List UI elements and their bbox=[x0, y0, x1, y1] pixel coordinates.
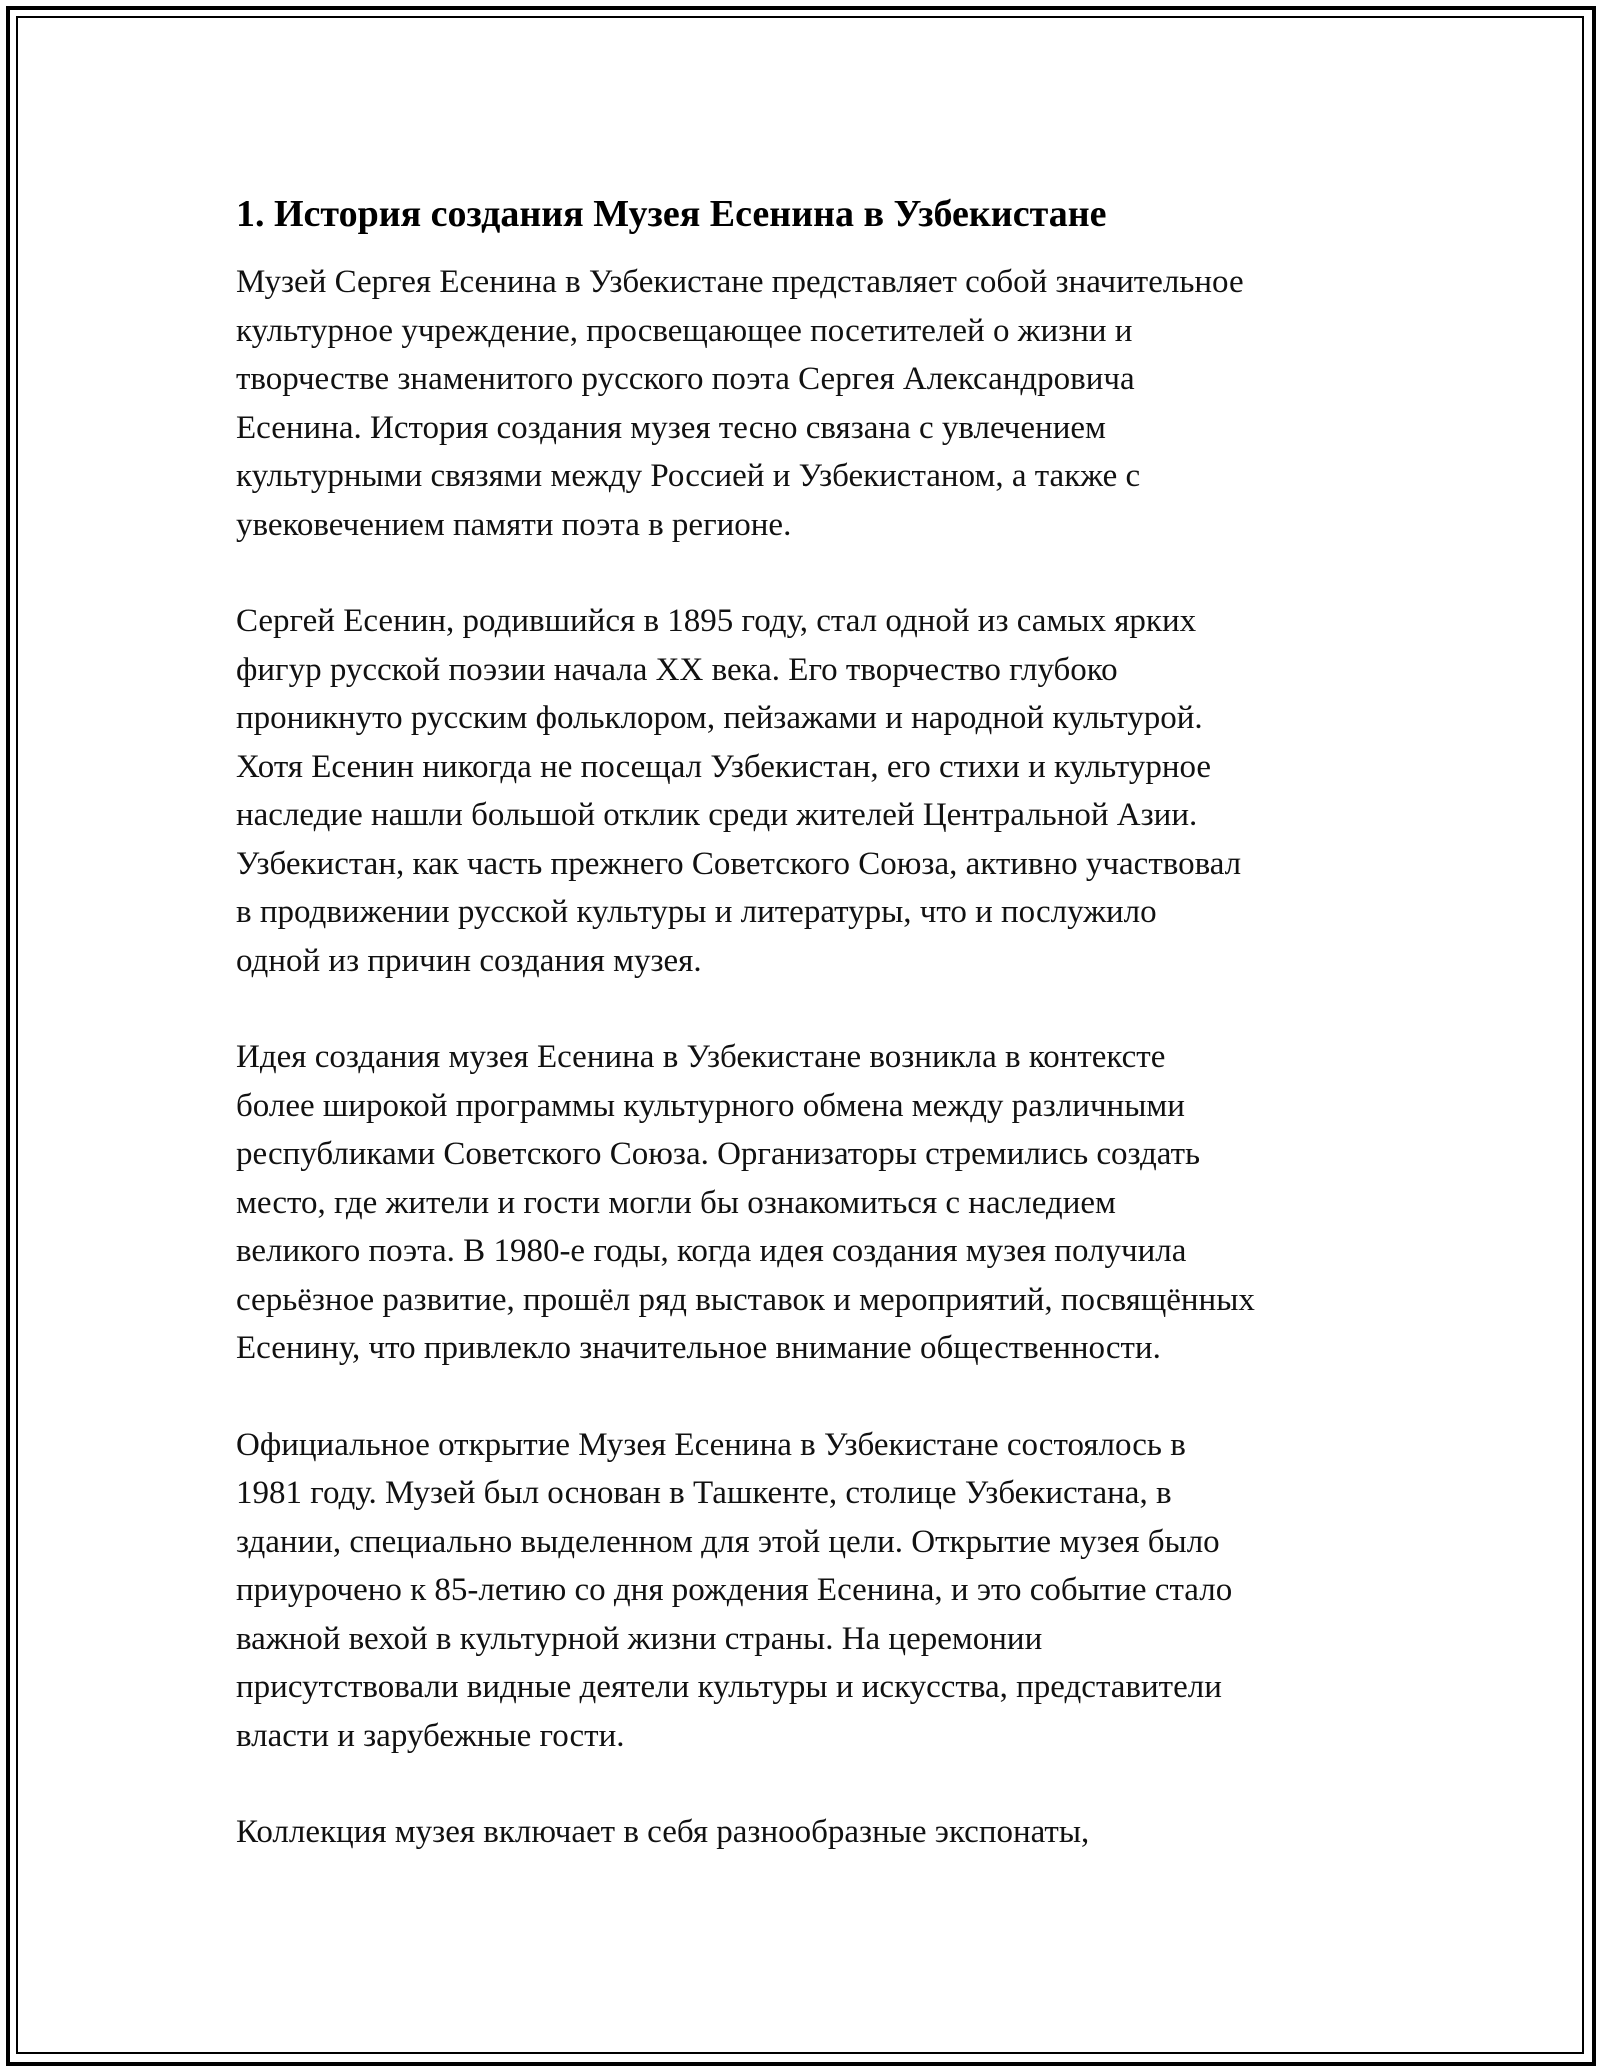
text-line: увековечением памяти поэта в регионе. bbox=[236, 506, 792, 543]
text-line: наследие нашли большой отклик среди жителей Центральной Азии. bbox=[236, 797, 1198, 833]
paragraph bbox=[236, 597, 1366, 985]
text-line: власти и зарубежные гости. bbox=[236, 1717, 625, 1754]
text-line: Идея создания музея Есенина в Узбекистане возникла в контексте bbox=[236, 1039, 1166, 1075]
text-line: республиками Советского Союза. Организаторы стремились создать bbox=[236, 1136, 1201, 1172]
text-line: Сергей Есенин, родившийся в 1895 году, стал одной из самых ярких bbox=[236, 603, 1197, 639]
text-line: творчестве знаменитого русского поэта Сергея Александровича bbox=[236, 361, 1135, 397]
text-line: культурное учреждение, просвещающее посетителей о жизни и bbox=[236, 312, 1133, 349]
text-line: место, где жители и гости могли бы ознакомиться с наследием bbox=[236, 1184, 1116, 1221]
text-line: 1981 году. Музей был основан в Ташкенте, столице Узбекистана, в bbox=[236, 1475, 1172, 1511]
text-line: приурочено к 85-летию со дня рождения Есенина, и это событие стало bbox=[236, 1572, 1233, 1608]
text-line: Официальное открытие Музея Есенина в Узбекистане состоялось в bbox=[236, 1426, 1186, 1463]
text-line: Коллекция музея включает в себя разнообразные экспонаты, bbox=[236, 1814, 1090, 1850]
text-line: великого поэта. В 1980-е годы, когда идея создания музея получила bbox=[236, 1233, 1187, 1269]
text-line: Хотя Есенин никогда не посещал Узбекистан, его стихи и культурное bbox=[236, 748, 1212, 785]
text-line: присутствовали видные деятели культуры и искусства, представители bbox=[236, 1669, 1222, 1705]
text-line: важной вехой в культурной жизни страны. На церемонии bbox=[236, 1620, 1043, 1657]
document-body bbox=[236, 188, 1366, 1905]
text-line: Есенина. История создания музея тесно связана с увлечением bbox=[236, 409, 1106, 446]
text-line: в продвижении русской культуры и литературы, что и послужило bbox=[236, 894, 1157, 930]
paragraph bbox=[236, 1033, 1366, 1373]
paragraph bbox=[236, 1808, 1366, 1857]
paragraph bbox=[236, 258, 1366, 549]
text-line: Музей Сергея Есенина в Узбекистане представляет собой значительное bbox=[236, 264, 1244, 300]
section-heading: 1. История создания Музея Есенина в Узбекистане bbox=[236, 193, 1107, 235]
text-line: здании, специально выделенном для этой цели. Открытие музея было bbox=[236, 1523, 1220, 1560]
text-line: культурными связями между Россией и Узбекистаном, а также с bbox=[236, 458, 1141, 494]
text-line: серьёзное развитие, прошёл ряд выставок и мероприятий, посвящённых bbox=[236, 1281, 1255, 1318]
text-line: Узбекистан, как часть прежнего Советского Союза, активно участвовал bbox=[236, 845, 1242, 882]
text-line: проникнуто русским фольклором, пейзажами и народной культурой. bbox=[236, 700, 1203, 736]
text-line: фигур русской поэзии начала XX века. Его творчество глубоко bbox=[236, 651, 1118, 688]
paragraph bbox=[236, 1421, 1366, 1761]
text-line: Есенину, что привлекло значительное внимание общественности. bbox=[236, 1330, 1161, 1366]
text-line: более широкой программы культурного обмена между различными bbox=[236, 1087, 1185, 1124]
text-line: одной из причин создания музея. bbox=[236, 942, 702, 979]
